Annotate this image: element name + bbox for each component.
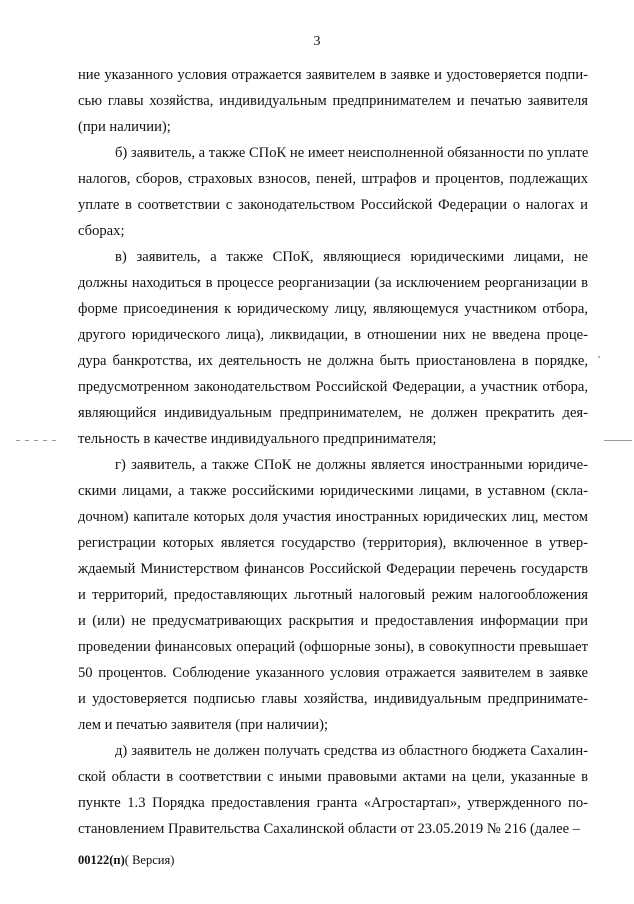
text-line: уплате в соответствии с законодательством Российской Федерации о налогах и [78, 197, 588, 213]
text-line: регистрации которых является государство (территория), включенное в утвер- [78, 535, 588, 551]
text-line: ской области в соответствии с иными правовыми актами на цели, указанные в [78, 769, 588, 785]
text-line: предусмотренном законодательством Российской Федерации, а участник отбора, [78, 379, 588, 395]
margin-mark-right [604, 440, 632, 441]
margin-mark-left [16, 440, 60, 441]
text-line: д) заявитель не должен получать средства из областного бюджета Сахалин- [115, 743, 588, 759]
text-line: 50 процентов. Соблюдение указанного условия отражается заявителем в заявке [78, 665, 588, 681]
scan-speck [598, 356, 600, 358]
text-line: должны находиться в процессе реорганизации (за исключением реорганизации в [78, 275, 588, 291]
paragraph-b [78, 140, 588, 244]
text-line: б) заявитель, а также СПоК не имеет неисполненной обязанности по уплате [115, 145, 589, 161]
text-line: и (или) не предусматривающих раскрытия и предоставления информации при [78, 613, 588, 629]
text-line: дочном) капитале которых доля участия иностранных юридических лиц, местом [78, 509, 588, 525]
paragraph-v [78, 244, 588, 452]
text-line: ждаемый Министерством финансов Российской Федерации перечень государств [78, 561, 588, 577]
page-number: 3 [313, 34, 321, 49]
paragraph-g [78, 452, 588, 738]
text-line: проведении финансовых операций (офшорные зоны), в совокупности превышает [78, 639, 588, 655]
text-line: и территорий, предоставляющих льготный налоговый режим налогообложения [78, 587, 588, 603]
text-line: скими лицами, а также российскими юридическими лицами, в уставном (скла- [78, 483, 588, 499]
text-line: форме присоединения к юридическому лицу, являющемуся участником отбора, [78, 301, 588, 317]
text-line: г) заявитель, а также СПоК не должны является иностранными юридиче- [115, 457, 588, 473]
text-line: другого юридического лица), ликвидации, в отношении них не введена проце- [78, 327, 588, 343]
text-line: сборах; [78, 223, 125, 239]
text-line: лем и печатью заявителя (при наличии); [78, 717, 329, 733]
text-line: являющийся индивидуальным предпринимателем, не должен прекратить дея- [78, 405, 588, 421]
text-line: сью главы хозяйства, индивидуальным предпринимателем и печатью заявителя [78, 93, 588, 109]
document-body [78, 62, 588, 842]
text-line: пункте 1.3 Порядка предоставления гранта «Агростартап», утвержденного по- [78, 795, 588, 811]
text-line: дура банкротства, их деятельность не должна быть приостановлена в порядке, [78, 353, 588, 369]
paragraph-d [78, 738, 588, 842]
document-version: ( Версия) [124, 853, 175, 867]
paragraph-cont [78, 62, 588, 140]
document-footer [78, 853, 174, 868]
text-line: в) заявитель, а также СПоК, являющиеся юридическими лицами, не [115, 249, 588, 265]
text-line: становлением Правительства Сахалинской области от 23.05.2019 № 216 (далее – [78, 821, 581, 837]
text-line: тельность в качестве индивидуального предпринимателя; [78, 431, 437, 447]
text-line: ние указанного условия отражается заявителем в заявке и удостоверяется подпи- [78, 67, 588, 83]
text-line: налогов, сборов, страховых взносов, пеней, штрафов и процентов, подлежащих [78, 171, 588, 187]
text-line: (при наличии); [78, 119, 171, 135]
paragraph-list [78, 62, 588, 842]
text-line: и удостоверяется подписью главы хозяйства, индивидуальным предпринимате- [78, 691, 588, 707]
document-code: 00122(п) [78, 853, 125, 867]
